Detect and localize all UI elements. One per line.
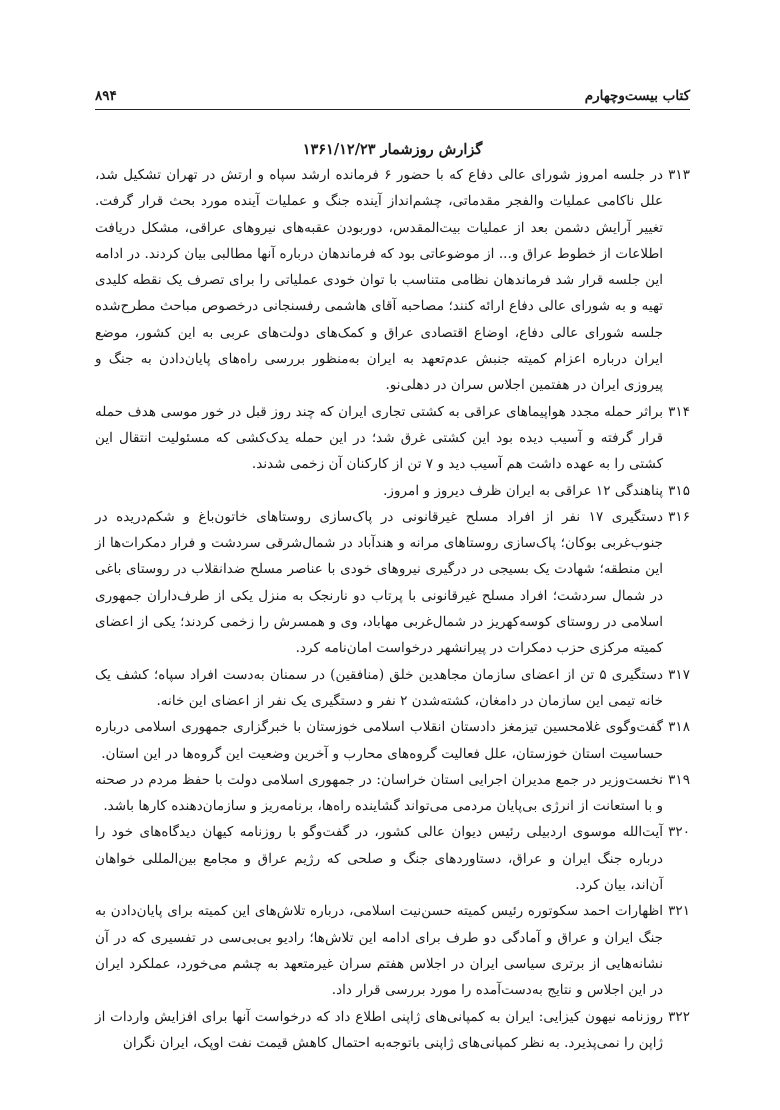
entry-text: در جلسه امروز شورای عالی دفاع که با حضور ۶ فرمانده ارشد سپاه و ارتش در تهران تشکیل شد، علل ناکامی عملیات والفجر مقدماتی، چشم‌انداز آینده جنگ و عملیات آینده مورد بحث قرار گرفت. تغییر آرایش دشمن بعد از عملیات بیت‌المقدس، دوربودن عقبه‌های نیروهای عراقی، مشکل دریافت اطلاعات از خطوط عراق و... از موضوعاتی بود که فرماندهان درباره آنها مطالبی بیان کردند. در ادامه این جلسه قرار شد فرماندهان نظامی متناسب با توان خودی عملیاتی را برای تصرف یک نقطه کلیدی تهیه و به شورای عالی دفاع ارائه کنند؛ مصاحبه آقای هاشمی رفسنجانی درخصوص مباحث مطرح‌شده جلسه شورای عالی دفاع، اوضاع اقتصادی عراق و کمک‌های دولت‌های عربی به این کشور، موضع ایران درباره اعزام کمیته جنبش عدم‌تعهد به ایران به‌منظور بررسی راه‌های پایان‌دادن به جنگ و پیروزی ایران در هفتمین اجلاس سران در دهلی‌نو. (95, 167, 664, 394)
entry-text: دستگیری ۱۷ نفر از افراد مسلح غیرقانونی در پاک‌سازی روستاهای خاتون‌باغ و شکم‌دریده در جنوب‌غربی بوکان؛ پاک‌سازی روستاهای مرانه و هندآباد در شمال‌شرقی سردشت و فرار دمکرات‌ها از این منطقه؛ شهادت یک بسیجی در درگیری نیروهای خودی با عناصر مسلح ضدانقلاب در روستای باغی در شمال سردشت؛ افراد مسلح غیرقانونی با پرتاب دو نارنجک به منزل یکی از طرف‌داران جمهوری اسلامی در روستای کوسه‌کهریز در شمال‌غربی مهاباد، وی و همسرش را زخمی کردند؛ یکی از اعضای کمیته مرکزی حزب دمکرات در پیرانشهر درخواست امان‌نامه کرد. (95, 508, 664, 657)
entry-number: ۳۱۹ (668, 771, 690, 788)
entry-number: ۳۲۲ (668, 1008, 690, 1025)
entry-item (95, 819, 690, 898)
entry-number: ۳۱۷ (668, 666, 690, 683)
entry-item (95, 399, 690, 478)
entry-number: ۳۱۴ (668, 403, 690, 420)
running-head (95, 88, 690, 110)
entry-number: ۳۱۳ (668, 167, 690, 183)
entry-text: گفت‌وگوی غلامحسین تیزمغز دادستان انقلاب اسلامی خوزستان با خبرگزاری جمهوری اسلامی درباره حساسیت استان خوزستان، علل فعالیت گروه‌های محارب و آخرین وضعیت این گروه‌ها در این استان. (95, 719, 664, 762)
report-title: گزارش روزشمار ۱۳۶۱/۱۲/۲۳ (302, 141, 483, 158)
entry-number: ۳۱۶ (668, 508, 690, 525)
entry-item (95, 1004, 690, 1057)
entry-number: ۳۲۱ (668, 903, 690, 920)
document-page (95, 88, 690, 1056)
entry-item (95, 898, 690, 1003)
entry-item (95, 478, 690, 504)
entry-item (95, 162, 690, 399)
entry-text: پناهندگی ۱۲ عراقی به ایران ظرف دیروز و امروز. (383, 482, 664, 499)
book-title: کتاب بیست‌وچهارم (584, 88, 690, 104)
entry-number: ۳۱۸ (668, 719, 690, 736)
page-number: ۸۹۴ (95, 88, 117, 104)
entry-text: اظهارات احمد سکوتوره رئیس کمیته حسن‌نیت اسلامی، درباره تلاش‌های این کمیته برای پایان‌دادن به جنگ ایران و عراق و آمادگی دو طرف برای ادامه این تلاش‌ها؛ رادیو بی‌بی‌سی در تفسیری که در آن نشانه‌هایی از برتری سیاسی ایران در اجلاس هفتم سران غیرمتعهد به چشم می‌خورد، عملکرد ایران در این اجلاس و نتایج به‌دست‌آمده را مورد بررسی قرار داد. (95, 903, 664, 999)
entry-item (95, 504, 690, 662)
entry-number: ۳۲۰ (668, 824, 690, 841)
entry-item (95, 662, 690, 715)
entry-item (95, 714, 690, 767)
entry-text: دستگیری ۵ تن از اعضای سازمان مجاهدین خلق (منافقین) در سمنان به‌دست افراد سپاه؛ کشف یک خانه تیمی این سازمان در دامغان، کشته‌شدن ۲ نفر و دستگیری یک نفر از اعضای این خانه. (95, 666, 664, 709)
entry-text: نخست‌وزیر در جمع مدیران اجرایی استان خراسان: در جمهوری اسلامی دولت با حفظ مردم در صحنه و با استعانت از انرژی بی‌پایان مردمی می‌تواند گشاینده راه‌ها، برنامه‌ریز و سازمان‌دهنده کارها باشد. (95, 771, 664, 815)
entry-item (95, 767, 690, 820)
entry-text: براثر حمله مجدد هواپیماهای عراقی به کشتی تجاری ایران که چند روز قبل در خور موسی هدف حمله قرار گرفته و آسیب دیده بود این کشتی غرق شد؛ در این حمله یدک‌کشی که مسئولیت انتقال این کشتی را به عهده داشت هم آسیب دید و ۷ تن از کارکنان آن زخمی شدند. (95, 403, 664, 473)
entry-text: آیت‌الله موسوی اردبیلی رئیس دیوان عالی کشور، در گفت‌وگو با روزنامه کیهان دیدگاه‌های خود را درباره جنگ ایران و عراق، دستاوردهای جنگ و صلحی که رژیم عراق و مجامع بین‌المللی خواهان آن‌اند، بیان کرد. (95, 824, 664, 894)
entry-list (95, 162, 690, 1056)
entry-number: ۳۱۵ (668, 482, 690, 499)
entry-text: روزنامه نیهون کیزایی: ایران به کمپانی‌های ژاپنی اطلاع داد که درخواست آنها برای افزایش واردات از ژاپن را نمی‌پذیرد. به نظر کمپانی‌های ژاپنی باتوجه‌به احتمال کاهش قیمت نفت اوپک، ایران نگران (95, 1008, 664, 1051)
